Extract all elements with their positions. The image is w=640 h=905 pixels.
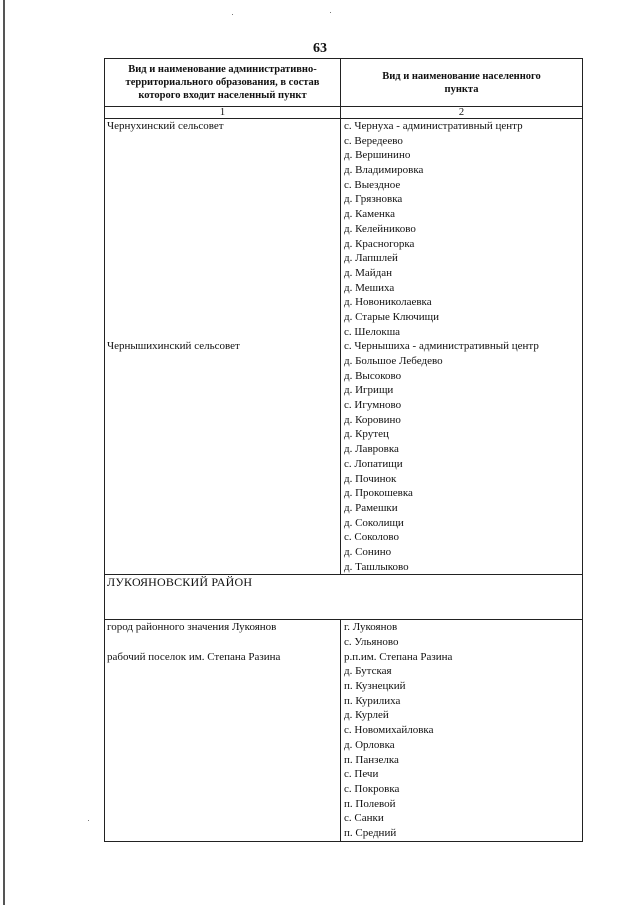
- spacer-line: [105, 738, 340, 753]
- district-cell: [105, 575, 583, 620]
- settlement-name: с. Покровка: [344, 782, 400, 795]
- spacer-line: [105, 753, 340, 768]
- header-col2: Вид и наименование населенного пункта: [341, 59, 583, 107]
- settlement-name: д. Орловка: [344, 738, 395, 751]
- spacer-line: [105, 281, 340, 296]
- spacer-line: [105, 545, 340, 560]
- spacer-line: [105, 708, 340, 723]
- settlement-name: д. Ташлыково: [344, 560, 409, 573]
- settlement-name: д. Игрищи: [344, 384, 394, 397]
- column-number-1: 1: [105, 107, 341, 119]
- settlement-name: д. Починок: [344, 472, 397, 485]
- spacer-line: [105, 472, 340, 487]
- spacer-line: [105, 383, 340, 398]
- settlement-name: с. Санки: [344, 812, 384, 825]
- settlement-name: с. Игумново: [344, 399, 402, 412]
- spacer-line: [105, 310, 340, 325]
- spacer-line: [105, 148, 340, 163]
- settlement-name: с. Ульяново: [344, 636, 399, 648]
- scan-speck: [232, 14, 233, 15]
- settlement-name: д. Коровино: [344, 413, 401, 426]
- admin-unit-name: Чернухинский сельсовет: [107, 120, 224, 132]
- spacer-line: [105, 237, 340, 252]
- column-number-2: 2: [341, 107, 583, 119]
- settlement-name: п. Панзелка: [344, 753, 399, 766]
- unit-cell: [105, 620, 341, 841]
- settlement-name: д. Вершинино: [344, 149, 411, 162]
- settlement-name: д. Соколищи: [344, 516, 404, 529]
- table-row: [105, 620, 583, 841]
- settlement-name: с. Вередеево: [344, 134, 403, 147]
- settlement-name: с. Соколово: [344, 531, 399, 544]
- admin-unit-name: Чернышихинский сельсовет: [107, 340, 240, 353]
- page-number: 63: [313, 41, 327, 56]
- spacer-line: [105, 442, 340, 457]
- scan-speck: [330, 12, 331, 13]
- spacer-line: [105, 530, 340, 545]
- spacer-line: [105, 192, 340, 207]
- spacer-line: [105, 826, 340, 841]
- settlement-name: д. Грязновка: [344, 193, 403, 206]
- spacer-line: [105, 134, 340, 149]
- settlement-name: д. Лавровка: [344, 443, 399, 456]
- column-number-row: [105, 107, 583, 119]
- settlement-name: д. Рамешки: [344, 501, 398, 514]
- spacer-line: [105, 664, 340, 679]
- header-col1: Вид и наименование административно-территориального образования, в состав которого входит населенный пункт: [105, 59, 341, 107]
- settlement-name: д. Высоково: [344, 369, 402, 382]
- settlement-name: с. Лопатищи: [344, 457, 403, 470]
- spacer-line: [105, 560, 340, 575]
- settlement-name: с. Чернуха - административный центр: [344, 120, 523, 132]
- settlement-name: д. Крутец: [344, 428, 389, 441]
- spacer-line: [105, 163, 340, 178]
- spacer-line: [105, 457, 340, 472]
- settlement-name: п. Полевой: [344, 797, 396, 810]
- spacer-line: [105, 369, 340, 384]
- spacer-line: [105, 398, 340, 413]
- places-cell: [341, 620, 583, 841]
- settlement-name: д. Новониколаевка: [344, 296, 432, 309]
- places-cell: [341, 119, 583, 575]
- settlement-name: р.п.им. Степана Разина: [344, 650, 453, 663]
- spacer-line: [105, 413, 340, 428]
- unit-cell: [105, 119, 341, 575]
- settlement-name: с. Выездное: [344, 178, 401, 191]
- settlement-name: д. Владимировка: [344, 164, 424, 177]
- spacer-line: [105, 723, 340, 738]
- settlement-name: п. Средний: [344, 826, 397, 839]
- settlement-name: д. Большое Лебедево: [344, 355, 443, 367]
- settlement-name: д. Прокошевка: [344, 487, 413, 500]
- spacer-line: [105, 427, 340, 442]
- spacer-line: [105, 811, 340, 826]
- spacer-line: [105, 354, 340, 369]
- settlements-table: [104, 58, 583, 842]
- district-name: ЛУКОЯНОВСКИЙ РАЙОН: [107, 575, 253, 590]
- settlement-name: с. Новомихайловка: [344, 724, 434, 737]
- table-row: [105, 119, 583, 575]
- scan-edge-line: [3, 0, 5, 905]
- spacer-line: [105, 782, 340, 797]
- spacer-line: [105, 295, 340, 310]
- scan-speck: [88, 820, 89, 821]
- spacer-line: [105, 694, 340, 709]
- settlement-name: д. Старые Ключищи: [344, 310, 440, 323]
- spacer-line: [105, 635, 340, 650]
- settlement-name: д. Курлей: [344, 709, 389, 722]
- settlement-name: г. Лукоянов: [344, 621, 398, 634]
- spacer-line: [105, 251, 340, 266]
- spacer-line: [105, 266, 340, 281]
- settlement-name: с. Печи: [344, 768, 379, 781]
- spacer-line: [105, 679, 340, 694]
- spacer-line: [105, 797, 340, 812]
- settlement-name: д. Лапшлей: [344, 252, 398, 265]
- settlement-name: д. Красногорка: [344, 237, 415, 250]
- admin-unit-name: рабочий поселок им. Степана Разина: [107, 650, 281, 663]
- spacer-line: [105, 178, 340, 193]
- settlement-name: п. Курилиха: [344, 694, 401, 707]
- settlement-name: д. Майдан: [344, 266, 393, 279]
- spacer-line: [105, 222, 340, 237]
- spacer-line: [105, 767, 340, 782]
- spacer-line: [105, 486, 340, 501]
- settlement-name: с. Шелокша: [344, 325, 401, 338]
- settlement-name: д. Келейниково: [344, 222, 416, 235]
- settlement-name: п. Кузнецкий: [344, 680, 406, 693]
- admin-unit-name: город районного значения Лукоянов: [107, 621, 277, 634]
- district-row: [105, 575, 583, 620]
- spacer-line: [105, 516, 340, 531]
- table-header-row: [105, 59, 583, 107]
- settlement-name: д. Бутская: [344, 665, 392, 678]
- spacer-line: [105, 207, 340, 222]
- spacer-line: [105, 501, 340, 516]
- settlement-name: д. Мешиха: [344, 281, 395, 294]
- settlement-name: с. Чернышиха - административный центр: [344, 340, 539, 353]
- settlement-name: д. Сонино: [344, 545, 392, 558]
- spacer-line: [105, 325, 340, 340]
- settlement-name: д. Каменка: [344, 208, 395, 221]
